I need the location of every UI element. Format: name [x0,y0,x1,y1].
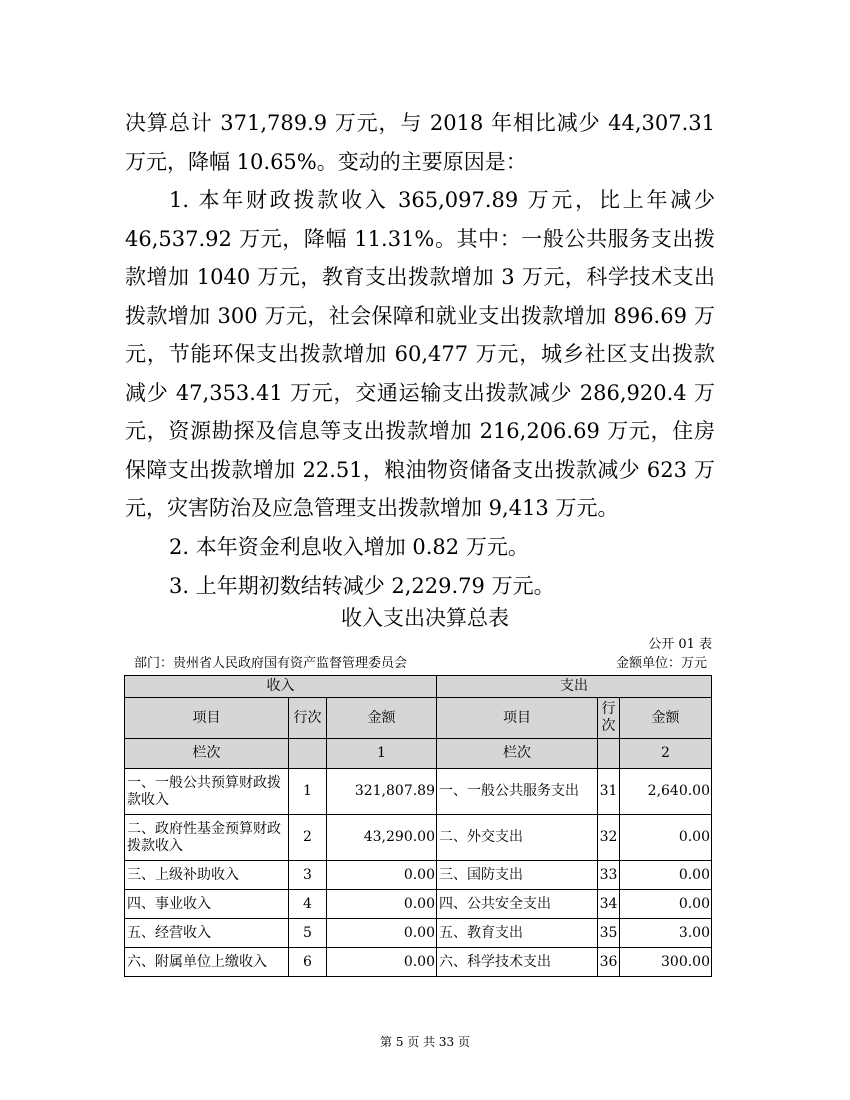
expense-row-no: 35 [598,919,620,948]
income-item: 五、经营收入 [125,919,289,948]
income-row-no: 5 [289,919,327,948]
income-row-no-header: 行次 [289,698,327,739]
table-row [125,890,712,919]
amount-unit-label: 金额单位：万元 [615,656,707,671]
income-row-no: 4 [289,890,327,919]
income-amount: 321,807.89 [327,769,437,815]
expense-row-no: 33 [598,861,620,890]
expense-item: 三、国防支出 [437,861,598,890]
expense-item: 六、科学技术支出 [437,948,598,977]
income-amount: 43,290.00 [327,815,437,861]
expense-amount-header: 金额 [620,698,712,739]
body-paragraph-fiscal-income: 1. 本年财政拨款收入 365,097.89 万元，比上年减少 46,537.92 万元，降幅 11.31%。其中：一般公共服务支出拨款增加 1040 万元，教育支出拨款增加 3 万元，科学技术支出拨款增加 300 万元，社会保障和就业支出拨款增加 896.69 万元，节能环保支出拨款增加 60,477 万元，城乡社区支出拨款减少 47,353.41 万元，交通运输支出拨款减少 286,920.4 万元，资源勘探及信息等支出拨款增加 216,206.69 万元，住房保障支出拨款增加 22.51，粮油物资储备支出拨款减少 623 万元，灾害防治及应急管理支出拨款增加 9,413 万元。 [125,188,715,520]
department-label: 部门：贵州省人民政府国有资产监督管理委员会 [134,656,408,671]
income-item-header: 项目 [125,698,289,739]
expense-amount: 3.00 [620,919,712,948]
expense-header: 支出 [437,676,712,698]
income-row-no: 1 [289,769,327,815]
expense-amount: 0.00 [620,890,712,919]
form-code: 公开 01 表 [648,637,712,652]
table-row [125,861,712,890]
income-item: 六、附属单位上缴收入 [125,948,289,977]
expense-row-no-header: 行次 [598,698,620,739]
table-header-section [125,676,712,698]
income-header: 收入 [125,676,437,698]
income-lanci-empty [289,739,327,769]
table-row [125,769,712,815]
income-amount-header: 金额 [327,698,437,739]
income-col-number: 1 [327,739,437,769]
income-item: 一、一般公共预算财政拨款收入 [125,769,289,815]
page-footer: 第 5 页 共 33 页 [380,1035,470,1049]
expense-col-number: 2 [620,739,712,769]
income-row-no: 6 [289,948,327,977]
income-row-no: 2 [289,815,327,861]
table-row [125,815,712,861]
expense-row-no: 34 [598,890,620,919]
expense-item: 二、外交支出 [437,815,598,861]
expense-row-no: 32 [598,815,620,861]
expense-amount: 2,640.00 [620,769,712,815]
income-amount: 0.00 [327,861,437,890]
income-item: 三、上级补助收入 [125,861,289,890]
expense-row-no: 36 [598,948,620,977]
income-item: 四、事业收入 [125,890,289,919]
expense-row-no: 31 [598,769,620,815]
body-paragraph-interest-income: 2. 本年资金利息收入增加 0.82 万元。 [169,535,529,559]
body-paragraph-carryover: 3. 上年期初数结转减少 2,229.79 万元。 [169,574,555,598]
expense-amount: 300.00 [620,948,712,977]
expense-lanci-empty [598,739,620,769]
table-row [125,948,712,977]
table-header-columns [125,698,712,739]
table-header-lanci [125,739,712,769]
expense-lanci: 栏次 [437,739,598,769]
table-title: 收入支出决算总表 [341,606,509,630]
income-lanci: 栏次 [125,739,289,769]
expense-item: 四、公共安全支出 [437,890,598,919]
body-paragraph-summary: 决算总计 371,789.9 万元，与 2018 年相比减少 44,307.31 万元，降幅 10.65%。变动的主要原因是： [125,111,715,174]
expense-item: 五、教育支出 [437,919,598,948]
expense-item-header: 项目 [437,698,598,739]
income-amount: 0.00 [327,948,437,977]
expense-item: 一、一般公共服务支出 [437,769,598,815]
table-row [125,919,712,948]
income-amount: 0.00 [327,890,437,919]
income-row-no: 3 [289,861,327,890]
income-amount: 0.00 [327,919,437,948]
expense-amount: 0.00 [620,815,712,861]
income-expense-table [124,675,712,977]
income-item: 二、政府性基金预算财政拨款收入 [125,815,289,861]
expense-amount: 0.00 [620,861,712,890]
